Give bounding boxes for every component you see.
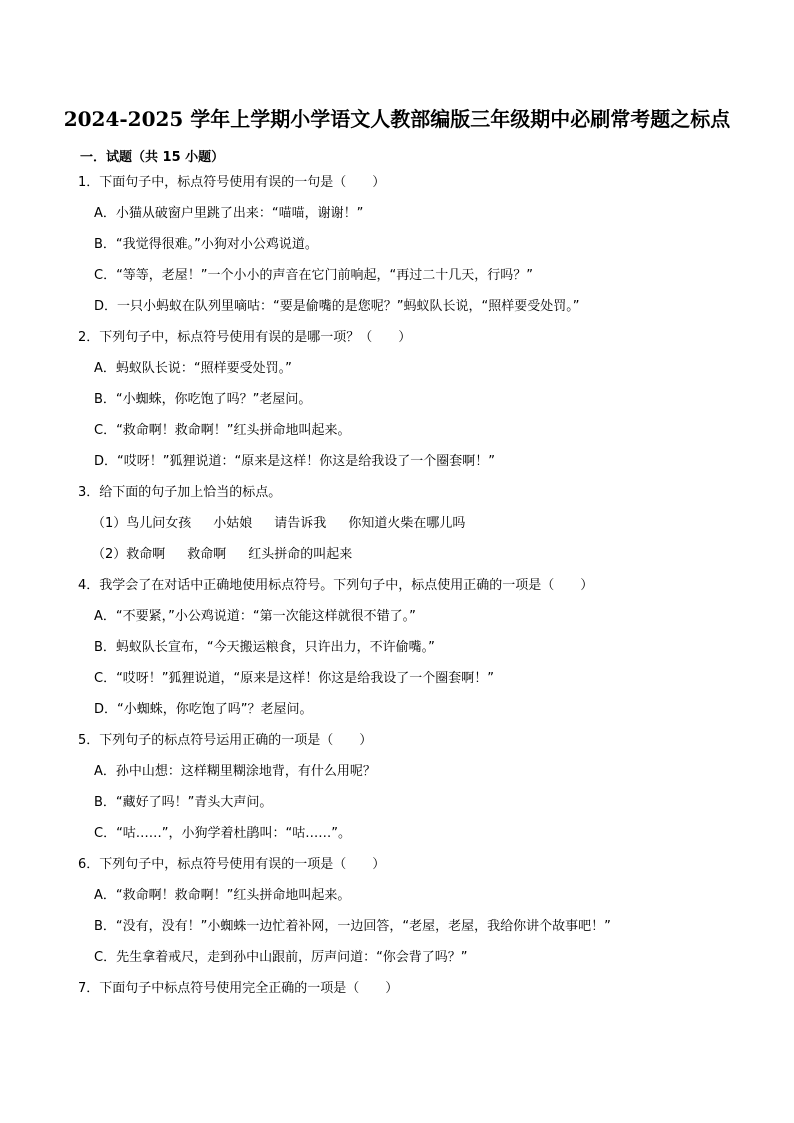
question-6-stem: 6．下列句子中，标点符号使用有误的一项是（ ） (78, 857, 386, 872)
question-6-option-a: A．“救命啊！救命啊！”红头拼命地叫起来。 (94, 888, 351, 903)
section-heading: 一．试题（共 15 小题） (80, 150, 225, 165)
question-2-option-a: A．蚂蚁队长说：“照样要受处罚。” (94, 361, 292, 376)
question-3-sub-1 (78, 512, 718, 543)
question-6-option-c: C．先生拿着戒尺，走到孙中山跟前，厉声问道：“你会背了吗？” (94, 950, 468, 965)
question-2-stem: 2．下列句子中，标点符号使用有误的是哪一项？（ ） (78, 330, 412, 345)
question-2-option-d: D．“哎呀！”狐狸说道：“原来是这样！你这是给我设了一个圈套啊！” (94, 454, 495, 469)
question-1-option-b: B．“我觉得很难。”小狗对小公鸡说道。 (94, 237, 318, 252)
question-4-stem: 4．我学会了在对话中正确地使用标点符号。下列句子中，标点使用正确的一项是（ ） (78, 578, 594, 593)
question-2-option-b: B．“小蜘蛛，你吃饱了吗？”老屋问。 (94, 392, 312, 407)
question-5-option-b: B．“藏好了吗！”青头大声问。 (94, 795, 273, 810)
question-4-option-c: C．“哎呀！”狐狸说道，“原来是这样！你这是给我设了一个圈套啊！” (94, 671, 495, 686)
question-3-sub-2-part: 红头拼命的叫起来 (248, 547, 353, 562)
question-3-sub-1-part: 你知道火柴在哪儿吗 (348, 516, 466, 531)
question-1-stem: 1．下面句子中，标点符号使用有误的一句是（ ） (78, 175, 386, 190)
question-1-option-d: D．一只小蚂蚁在队列里嘀咕：“要是偷嘴的是您呢？”蚂蚁队长说，“照样要受处罚。” (94, 299, 580, 314)
question-5-stem: 5．下列句子的标点符号运用正确的一项是（ ） (78, 733, 373, 748)
question-1-option-c: C．“等等，老屋！”一个小小的声音在它门前响起，“再过二十几天，行吗？” (94, 268, 534, 283)
page-title: 2024-2025 学年上学期小学语文人教部编版三年级期中必刷常考题之标点 (63, 107, 731, 131)
question-6-option-b: B．“没有，没有！”小蜘蛛一边忙着补网，一边回答，“老屋，老屋，我给你讲个故事吧！” (94, 919, 611, 934)
question-3-stem: 3．给下面的句子加上恰当的标点。 (78, 485, 282, 500)
question-3-sub-2-part: （2）救命啊 (92, 547, 166, 562)
question-3-sub-1-part: 请告诉我 (274, 516, 327, 531)
question-5-option-a: A．孙中山想：这样糊里糊涂地背，有什么用呢？ (94, 764, 376, 779)
question-3-sub-1-part: （1）鸟儿问女孩 (92, 516, 192, 531)
question-4-option-a: A．“不要紧，”小公鸡说道：“第一次能这样就很不错了。” (94, 609, 416, 624)
question-5-option-c: C．“咕……”，小狗学着杜鹃叫：“咕……”。 (94, 826, 352, 841)
question-4-option-b: B．蚂蚁队长宣布，“今天搬运粮食，只许出力，不许偷嘴。” (94, 640, 435, 655)
question-3-sub-2 (78, 543, 718, 574)
question-3-sub-2-part: 救命啊 (187, 547, 227, 562)
question-4-option-d: D．“小蜘蛛，你吃饱了吗”？老屋问。 (94, 702, 313, 717)
question-1-option-a: A．小猫从破窗户里跳了出来：“喵喵，谢谢！” (94, 206, 364, 221)
question-7-stem: 7．下面句子中标点符号使用完全正确的一项是（ ） (78, 981, 399, 996)
question-3-sub-1-part: 小姑娘 (213, 516, 253, 531)
question-list (78, 171, 718, 1008)
question-2-option-c: C．“救命啊！救命啊！”红头拼命地叫起来。 (94, 423, 351, 438)
